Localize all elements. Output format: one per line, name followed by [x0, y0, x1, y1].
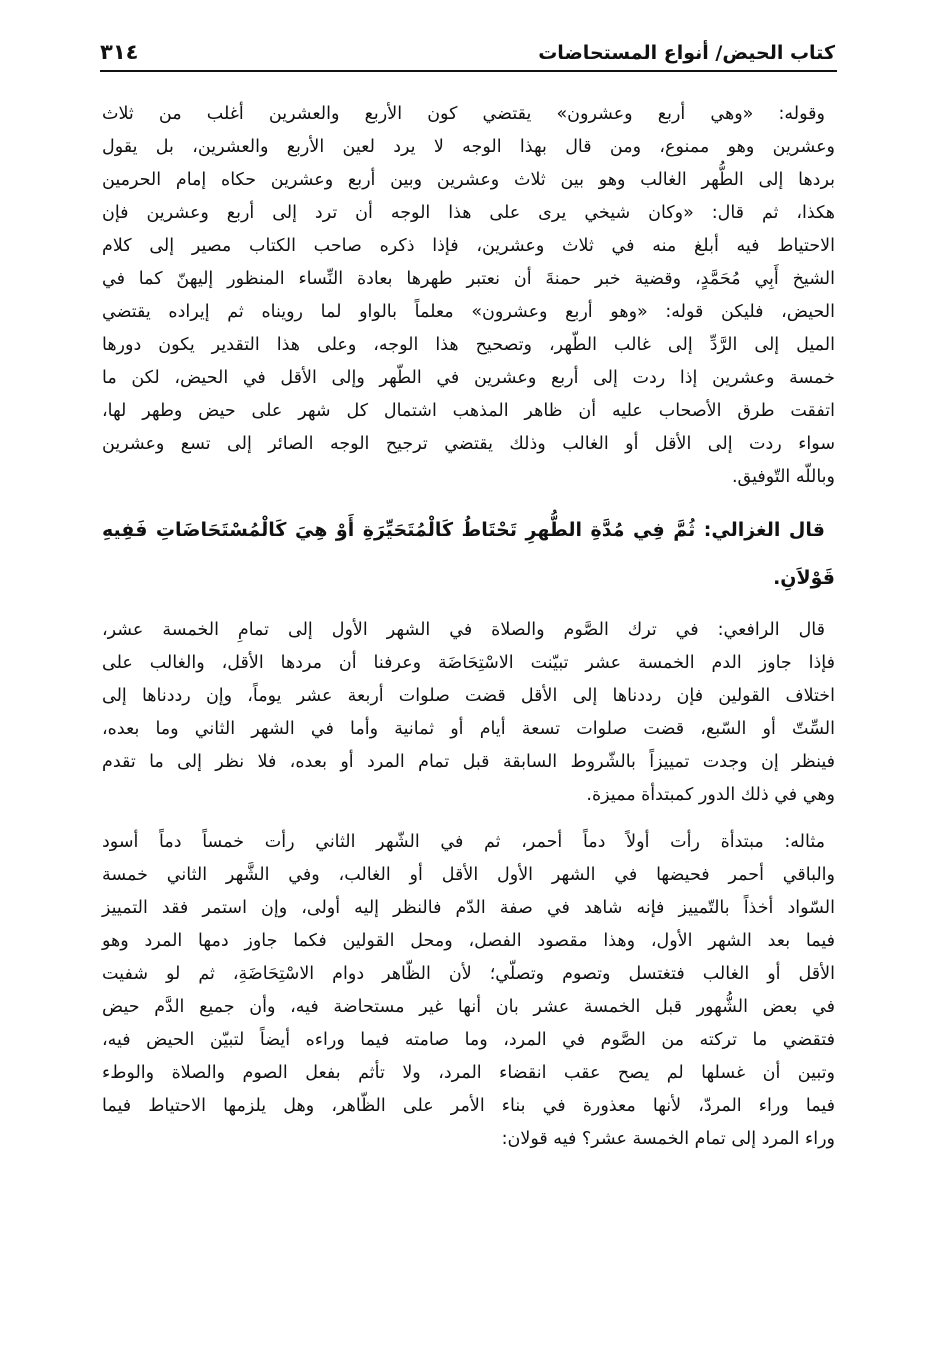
text-line: فيما بعد الشهر الأول، وهذا مقصود الفصل، ومحل القولين فكما جاوز دمها المرد وهو: [102, 931, 835, 951]
text-line: الأقل أو الغالب فتغتسل وتصوم وتصلّي؛ لأن الظّاهر دوام الاسْتِحَاضَةِ، ثم لو شفيت: [102, 964, 835, 984]
text-line: وقوله: «وهي أربع وعشرون» يقتضي كون الأربع والعشرين أغلب من ثلاث: [102, 104, 825, 124]
text-line: اتفقت طرق الأصحاب عليه أن ظاهر المذهب اشتمال كل شهر على حيض وطهر لها،: [102, 401, 835, 421]
paragraph-commentary: [102, 98, 835, 494]
text-line: السّواد أخذاً بالتّمييز فإنه شاهد في صفة الدّم فالنظر إليه أولى، وإن استمر فقد التمييز: [102, 898, 835, 918]
text-line: وراء المرد إلى تمام الخمسة عشر؟ فيه قولان:: [501, 1129, 835, 1149]
text-line: قَوْلاَنِ.: [773, 567, 835, 589]
text-line: وباللّه التّوفيق.: [731, 467, 835, 487]
text-line: اختلاف القولين فإن رددناها إلى الأقل قضت صلوات أربعة عشر يوماً، وإن رددناها إلى: [102, 686, 835, 706]
text-line: فيما وراء المردّ، لأنها معذورة في بناء الأمر على الظّاهر، وهل يلزمها الاحتياط فيما: [102, 1096, 835, 1116]
text-line: الشيخ أَبِي مُحَمَّدٍ، وقضية خبر حمنةَ أن نعتبر طهرها بعادة النِّساء المنظور إليهنّ كما في: [102, 269, 835, 289]
header-rule: [100, 70, 837, 72]
text-line: سواء ردت إلى الأقل أو الغالب وذلك يقتضي ترجيح الوجه الصائر إلى تسع وعشرين: [102, 434, 835, 454]
text-line: الحيض، فليكن قوله: «وهو أربع وعشرون» معلماً بالواو لما رويناه ثم إيراده يقتضي: [102, 302, 835, 322]
page-number: ٣١٤: [100, 40, 139, 64]
paragraph-rafii: [102, 614, 835, 812]
text-line: قال الرافعي: في ترك الصَّوم والصلاة في الشهر الأول إلى تمامِ الخمسة عشر،: [102, 620, 825, 640]
text-line: السِّتّ أو السّبع، قضت صلوات تسعة أيام أو ثمانية وأما في الشهر الثاني وما بعده،: [102, 719, 835, 739]
text-line: بردها إلى الطُّهر الغالب وهو بين ثلاث وعشرين وبين أربع وعشرين حكاه إمام الحرمين: [102, 170, 835, 190]
text-line: مثاله: مبتدأة رأت أولاً دماً أحمر، ثم في الشّهر الثاني رأت خمساً دماً أسود: [102, 832, 825, 852]
text-line: وعشرين وهو ممنوع، ومن قال بهذا الوجه لا يرد لعين الأربع والعشرين، بل يقول: [102, 137, 835, 157]
page-body: [102, 98, 835, 1170]
text-line: فتقضي ما تركته من الصَّوم في المرد، وما صامته فيما وراءه أيضاً لتبيّن الحيض فيه،: [102, 1030, 835, 1050]
text-line: الاحتياط فيه أبلغ منه في ثلاث وعشرين، فإذا ذكره صاحب الكتاب مصير إلى كلام: [102, 236, 835, 256]
text-line: والباقي أحمر فحيضها في الشهر الأول الأقل أو الغالب، وفي الشَّهر الثاني خمسة: [102, 865, 835, 885]
text-line: وتبين أن غسلها لم يصح عقب انقضاء المرد، ولا تأثم بفعل الصوم والصلاة والوطء: [102, 1063, 835, 1083]
text-line: هكذا، ثم قال: «وكان شيخي يرى على هذا الوجه أن ترد إلى أربع وعشرين فإن: [102, 203, 835, 223]
text-line: في بعض الشُّهور قبل الخمسة عشر بان أنها غير مستحاضة فيه، وأن جميع الدَّم حيض: [102, 997, 835, 1017]
running-header: [100, 38, 835, 68]
text-line: قال الغزالي: ثُمَّ فِي مُدَّةِ الطُّهرِ تَحْتَاطُ كَالْمُتَحَيِّرَةِ أَوْ هِيَ كَالْمُسْتَحَاضَاتِ فَفِيهِ: [102, 519, 825, 541]
text-line: فإذا جاوز الدم الخمسة عشر تبيّنت الاسْتِحَاضَة وعرفنا أن مردها الأقل، والغالب على: [102, 653, 835, 673]
text-line: الميل إلى الرَّدِّ إلى غالب الطّهر، وتصحيح هذا الوجه، وعلى هذا التقدير يكون دورها: [102, 335, 835, 355]
text-line: خمسة وعشرين إذا ردت إلى أربع وعشرين في الطّهر وإلى الأقل في الحيض، لكن ما: [102, 368, 835, 388]
paragraph-ghazali-matn: [102, 508, 835, 600]
chapter-title: كتاب الحيض/ أنواع المستحاضات: [538, 42, 835, 64]
text-line: فينظر إن وجدت تمييزاً بالشّروط السابقة قبل تمام المرد أو بعده، فلا نظر إلى ما تقدم: [102, 752, 835, 772]
text-line: وهي في ذلك الدور كمبتدأة مميزة.: [586, 785, 835, 805]
paragraph-example: [102, 826, 835, 1156]
